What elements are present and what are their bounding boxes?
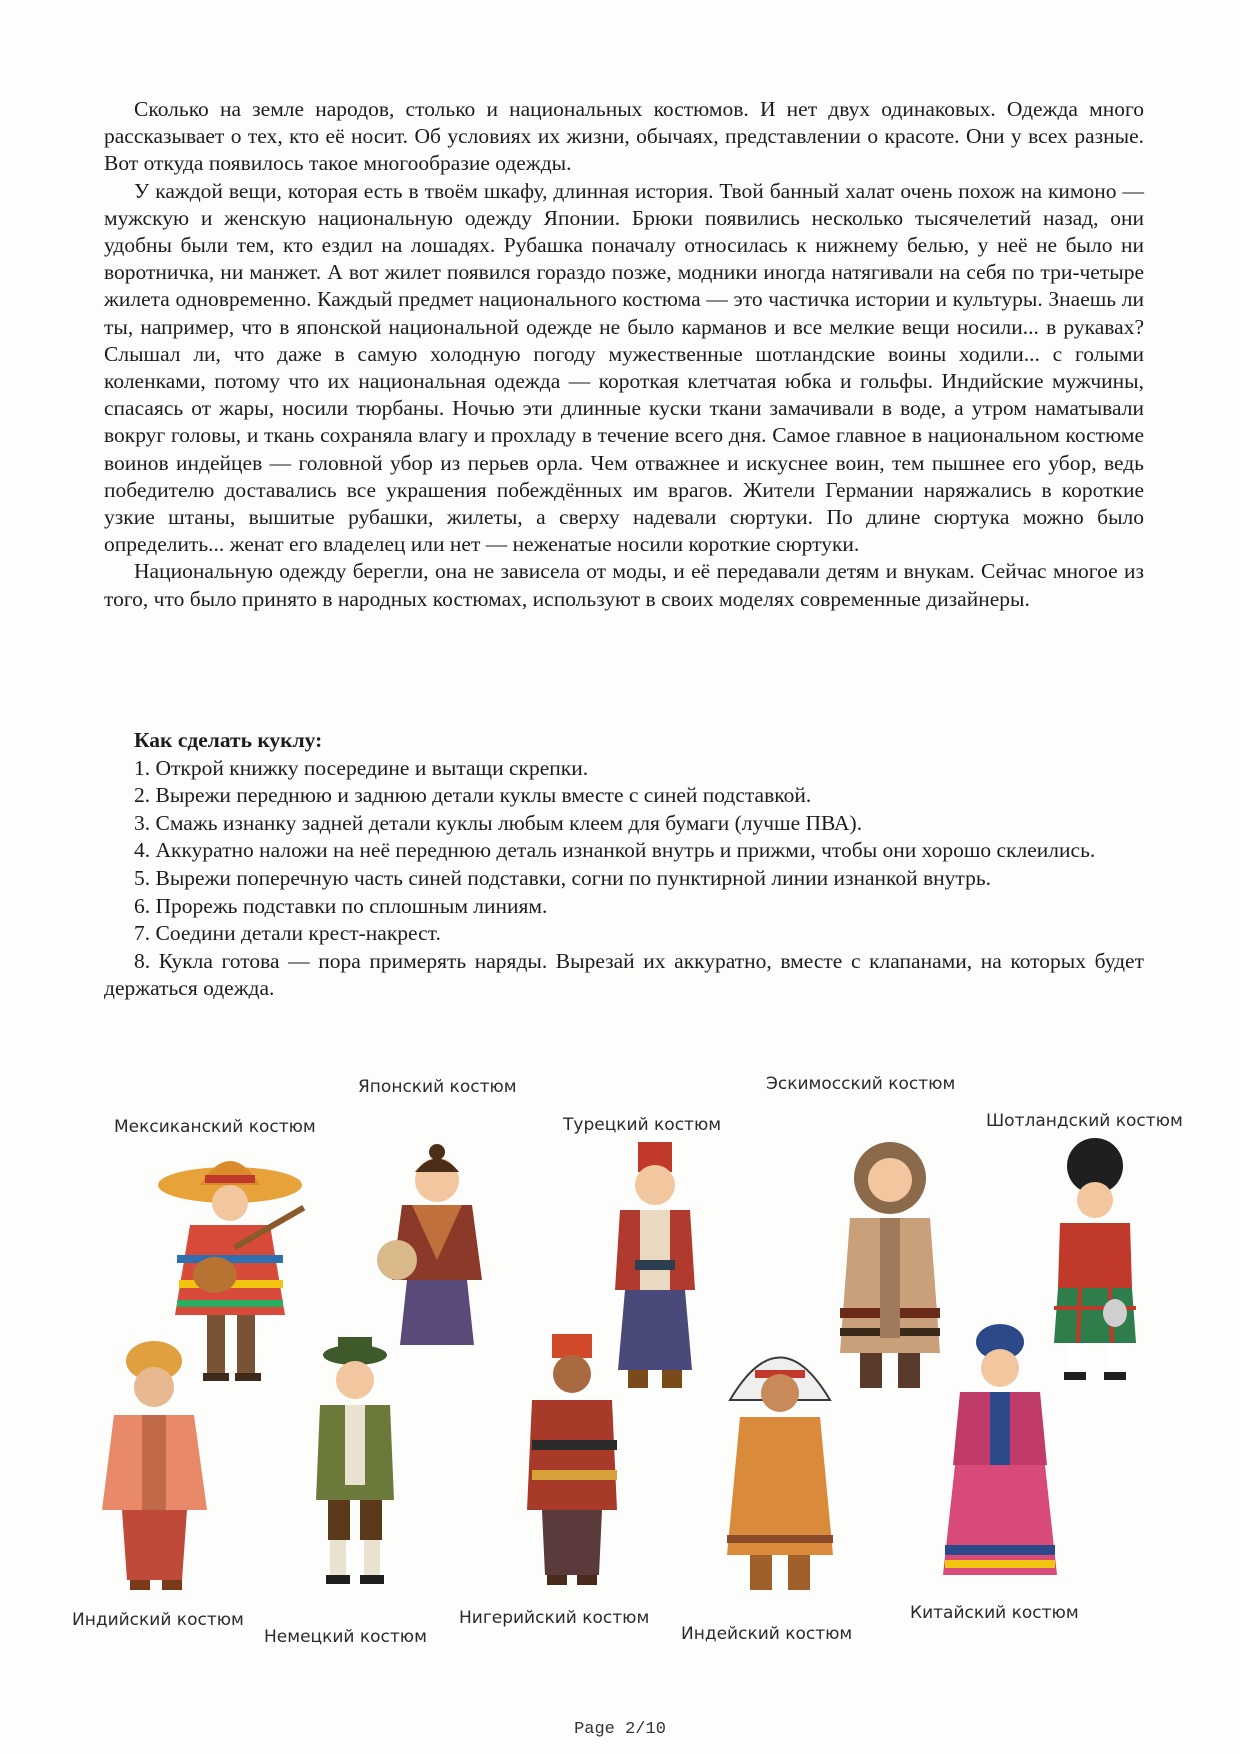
label-japanese: Японский костюм xyxy=(358,1077,517,1097)
instruction-step: 1. Открой книжку посередине и вытащи скрепки. xyxy=(134,755,589,780)
instruction-step: 2. Вырежи переднюю и заднюю детали куклы вместе с синей подставкой. xyxy=(134,783,812,808)
label-scottish: Шотландский костюм xyxy=(986,1111,1183,1131)
instructions-heading: Как сделать куклу: xyxy=(134,728,323,752)
intro-paragraph-2: У каждой вещи, которая есть в твоём шкафу, длинная история. Твой банный халат очень похож на кимоно — мужскую и женскую национальную одежду Японии. Брюки появились несколько тысячелетий назад, они удобны были тем, кто ездил на лошадях. Рубашка поначалу относилась к нижнему белью, у неё не было ни воротничка, ни манжет. А вот жилет появился гораздо позже, модники иногда натягивали на себя по три-четыре жилета одновременно. Каждый предмет национального костюма — это частичка истории и культуры. Знаешь ли ты, например, что в японской национальной одежде не было карманов и все мелкие вещи носили... в рукавах? Слышал ли, что даже в самую холодную погоду мужественные шотландские воины ходили... с голыми коленками, потому что их национальная одежда — короткая клетчатая юбка и гольфы. Индийские мужчины, спасаясь от жары, носили тюрбаны. Ночью эти длинные куски ткани замачивали в воде, а утром наматывали вокруг головы, и ткань сохраняла влагу и прохладу в течение всего дня. Самое главное в национальном костюме воинов индейцев — головной убор из перьев орла. Чем отважнее и искуснее воин, тем пышнее его убор, ведь победителю доставались все украшения побеждённых им врагов. Жители Германии наряжались в короткие узкие штаны, вышитые рубашки, жилеты, а сверху надевали сюртуки. По длине сюртука можно было определить... женат его владелец или нет — неженатые носили короткие сюртуки. xyxy=(104,178,1144,557)
label-turkish: Турецкий костюм xyxy=(563,1115,722,1135)
nigerian-costume-doll xyxy=(507,1330,637,1595)
label-eskimo: Эскимосский костюм xyxy=(766,1074,956,1094)
instruction-step: 4. Аккуратно наложи на неё переднюю деталь изнанкой внутрь и прижми, чтобы они хорошо склеились. xyxy=(134,838,1096,863)
label-mexican: Мексиканский костюм xyxy=(114,1117,316,1137)
label-german: Немецкий костюм xyxy=(264,1627,427,1647)
instruction-step: 5. Вырежи поперечную часть синей подставки, согни по пунктирной линии изнанкой внутрь. xyxy=(134,865,992,890)
instruction-step: 7. Соедини детали крест-накрест. xyxy=(134,921,441,946)
german-costume-doll xyxy=(300,1335,410,1600)
instruction-step: 8. Кукла готова — пора примерять наряды. Вырезай их аккуратно, вместе с клапанами, на которых будет держаться одежда. xyxy=(104,948,1144,1001)
label-native-american: Индейский костюм xyxy=(681,1624,853,1644)
intro-text xyxy=(104,96,1144,613)
intro-paragraph-3: Национальную одежду берегли, она не зависела от моды, и её передавали детям и внукам. Сейчас многое из того, что было принято в народных костюмах, используют в своих моделях современные дизайнеры. xyxy=(104,559,1144,611)
chinese-costume-doll xyxy=(935,1320,1065,1595)
page-number: Page 2/10 xyxy=(574,1720,666,1739)
instruction-step: 6. Прорежь подставки по сплошным линиям. xyxy=(134,893,548,918)
indian-costume-doll xyxy=(92,1335,222,1600)
label-nigerian: Нигерийский костюм xyxy=(459,1608,650,1628)
intro-paragraph-1: Сколько на земле народов, столько и национальных костюмов. И нет двух одинаковых. Одежда много рассказывает о тех, кто её носит. Об условиях их жизни, обычаях, представлении о красоте. Они у всех разные. Вот откуда появилось такое многообразие одежды. xyxy=(104,97,1144,176)
native-american-costume-doll xyxy=(715,1325,845,1605)
label-chinese: Китайский костюм xyxy=(910,1603,1079,1623)
instruction-step: 3. Смажь изнанку задней детали куклы любым клеем для бумаги (лучше ПВА). xyxy=(134,810,863,835)
label-indian: Индийский костюм xyxy=(72,1610,244,1630)
doll-instructions xyxy=(104,727,1144,1003)
